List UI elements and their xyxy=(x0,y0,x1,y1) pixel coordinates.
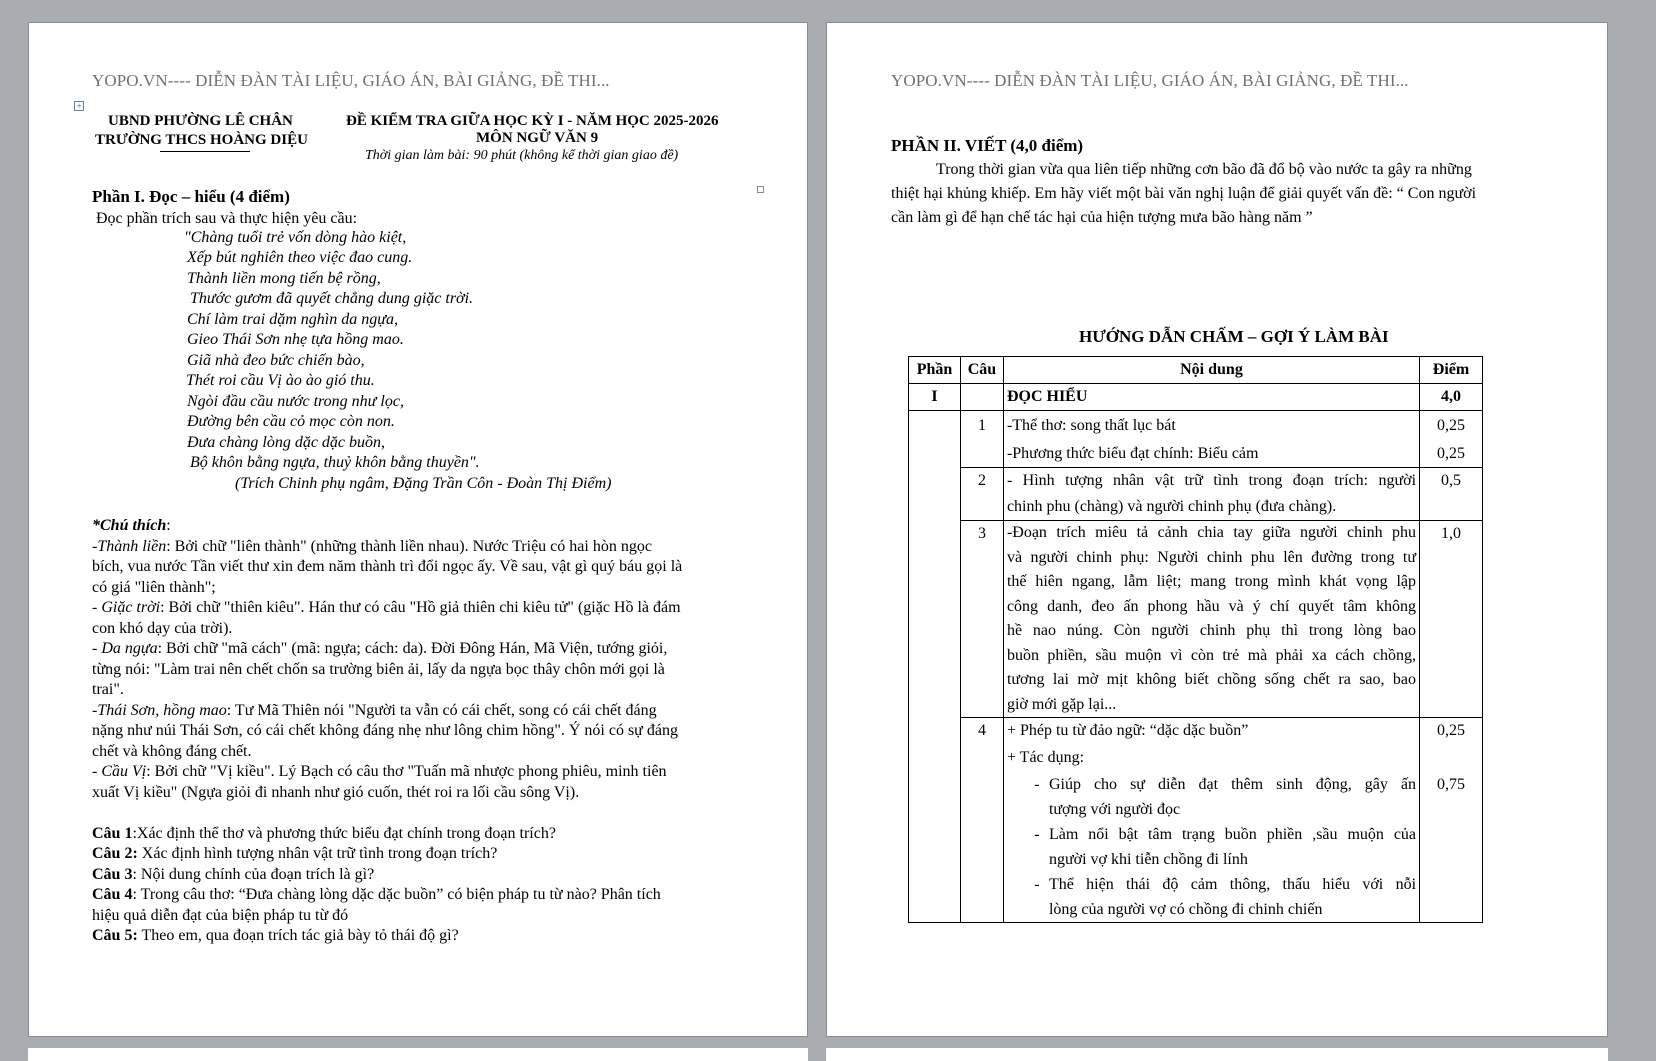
bullet-dash-icon: - xyxy=(1034,776,1040,793)
question-line xyxy=(92,926,459,947)
poem-line: Xếp bút nghiên theo việc đao cung. xyxy=(187,249,413,266)
content-cell xyxy=(1003,468,1419,521)
exam-subject: MÔN NGỮ VĂN 9 xyxy=(476,130,599,146)
poem-line: Thước gươm đã quyết chẳng dung giặc trời. xyxy=(190,290,474,307)
score-cell: 1,0 xyxy=(1420,521,1483,718)
note-line: trai". xyxy=(92,681,124,698)
question-line xyxy=(92,824,556,845)
content-line: hề nao núng. Còn người chinh phụ thì trong lòng bao xyxy=(1006,622,1417,639)
page-header-left: YOPO.VN---- DIỄN ĐÀN TÀI LIỆU, GIÁO ÁN, BÀI GIẢNG, ĐỀ THI... xyxy=(92,71,610,90)
score-cell xyxy=(1420,718,1483,923)
grading-table xyxy=(908,356,1483,923)
question-line xyxy=(92,865,374,886)
question-label: Câu 4 xyxy=(92,886,133,903)
question-number-cell: 4 xyxy=(960,718,1003,923)
table-row xyxy=(909,468,1483,521)
score-value: 0,75 xyxy=(1437,776,1466,793)
bullet-dash-icon: - xyxy=(1034,876,1040,893)
poem-line: Gieo Thái Sơn nhẹ tựa hồng mao. xyxy=(187,331,404,348)
bullet-item xyxy=(1007,872,1416,922)
note-line xyxy=(92,762,667,783)
score-value: 0,25 xyxy=(1437,722,1466,739)
note-term: - Giặc trời xyxy=(92,599,161,616)
bullet-dash-icon: - xyxy=(1034,826,1040,843)
question-label: Câu 1 xyxy=(92,825,133,842)
bullet-text xyxy=(1049,872,1416,922)
note-text: : Bởi chữ "mã cách" (mã: ngựa; cách: da). Đời Đông Hán, Mã Viện, tướng giỏi, xyxy=(157,640,668,657)
poem-line: Thét roi cầu Vị ào ào gió thu. xyxy=(186,372,375,389)
header-cell: Nội dung xyxy=(1003,357,1419,384)
notes-title-text: *Chú thích xyxy=(92,517,167,534)
poem-line: Đường bên cầu cỏ mọc còn non. xyxy=(187,413,395,430)
content-line: + Phép tu từ đảo ngữ: “dặc dặc buồn” xyxy=(1006,722,1249,739)
header-cell: Câu xyxy=(960,357,1003,384)
section-label-cell: ĐỌC HIỂU xyxy=(1003,384,1419,411)
note-term: - Cầu Vị xyxy=(92,763,147,780)
paragraph-mark-icon xyxy=(757,186,764,193)
content-cell xyxy=(1003,411,1419,468)
empty-cell xyxy=(909,411,961,923)
poem-line: Đưa chàng lòng dặc dặc buồn, xyxy=(187,434,386,451)
bullet-item xyxy=(1007,822,1416,872)
content-line: tương lai mờ mịt không biết chồng sống chết ra sao, bao xyxy=(1006,671,1417,688)
content-line: và người chinh phụ: Người chinh phu lên đường trong tư xyxy=(1006,548,1417,566)
table-row xyxy=(909,718,1483,923)
content-line: buồn phiền, sầu muộn vì còn trẻ mà phải xa cách chồng, xyxy=(1006,646,1417,664)
next-page-edge-right xyxy=(826,1048,1608,1061)
content-line: thế hiên ngang, lẫm liệt; mang trong mình khát vọng lập xyxy=(1006,573,1417,590)
content-cell xyxy=(1003,521,1419,718)
note-text: : Tư Mã Thiên nói "Người ta vẫn có cái chết, song có cái chết đáng xyxy=(226,702,657,719)
guide-title: HƯỚNG DẪN CHẤM – GỢI Ý LÀM BÀI xyxy=(1079,327,1389,346)
bullet-line: Thể hiện thái độ cảm thông, thấu hiểu với nỗi xyxy=(1048,876,1417,893)
score-cell xyxy=(1420,411,1483,468)
note-line: chết và không đáng chết. xyxy=(92,743,252,760)
question-line: hiệu quả diễn đạt của biện pháp tu từ đó xyxy=(92,907,349,924)
poem-line: "Chàng tuổi trẻ vốn dòng hào kiệt, xyxy=(184,229,407,246)
exam-title: ĐỀ KIỂM TRA GIỮA HỌC KỲ I - NĂM HỌC 2025-2026 xyxy=(346,113,719,129)
question-text: Xác định hình tượng nhân vật trữ tình trong đoạn trích? xyxy=(137,845,498,862)
section-score-cell: 4,0 xyxy=(1420,384,1483,411)
bullet-text xyxy=(1049,772,1416,822)
notes-title-colon: : xyxy=(166,517,171,534)
note-line xyxy=(92,701,657,722)
exam-time: Thời gian làm bài: 90 phút (không kể thời gian giao đề) xyxy=(365,148,679,163)
content-line: + Tác dụng: xyxy=(1006,749,1085,766)
poem-line: Giã nhà đeo bức chiến bào, xyxy=(187,352,365,369)
content-line: - Hình tượng nhân vật trữ tình trong đoạn trích: người xyxy=(1006,472,1417,489)
note-line: con khó dạy của trời). xyxy=(92,620,233,637)
table-move-handle-icon[interactable]: + xyxy=(74,101,84,111)
poem-line: Bộ khôn bằng ngựa, thuỷ khôn bằng thuyền". xyxy=(190,454,480,471)
bullet-line: lòng của người vợ có chồng đi chinh chiến xyxy=(1048,901,1323,918)
question-number-cell: 2 xyxy=(960,468,1003,521)
question-number-cell: 1 xyxy=(960,411,1003,468)
bullet-text xyxy=(1049,822,1416,872)
question-text: :Xác định thể thơ và phương thức biểu đạt chính trong đoạn trích? xyxy=(132,825,556,842)
part2-line: Trong thời gian vừa qua liên tiếp những cơn bão đã đổ bộ vào nước ta gây ra những xyxy=(936,161,1472,178)
page-header-right: YOPO.VN---- DIỄN ĐÀN TÀI LIỆU, GIÁO ÁN, BÀI GIẢNG, ĐỀ THI... xyxy=(891,71,1409,90)
part2-line: cần làm gì để hạn chế tác hại của hiện tượng mưa bão hàng năm ” xyxy=(891,209,1313,226)
notes-title xyxy=(92,516,171,537)
bullet-item xyxy=(1007,772,1416,822)
note-line: có giá "liên thành"; xyxy=(92,579,216,596)
school-underline xyxy=(160,151,250,152)
question-label: Câu 2: xyxy=(92,845,138,862)
bullet-line: Làm nổi bật tâm trạng buồn phiền ,sầu muộn của xyxy=(1048,826,1417,843)
question-line xyxy=(92,885,661,906)
note-line xyxy=(92,537,652,558)
bullet-line: người vợ khi tiễn chồng đi lính xyxy=(1048,851,1248,868)
score-cell: 0,5 xyxy=(1420,468,1483,521)
note-line: bích, vua nước Tần viết thư xin đem năm thành trì đổi ngọc ấy. Về sau, vật gì quý báu gọi là xyxy=(92,558,683,575)
poem-line: Chí làm trai dặm nghìn da ngựa, xyxy=(187,311,398,328)
note-text: : Bởi chữ "Vị kiều". Lý Bạch có câu thơ "Tuấn mã nhược phong phiêu, minh tiên xyxy=(146,763,667,780)
part2-title: PHẦN II. VIẾT (4,0 điểm) xyxy=(891,136,1084,155)
note-text: : Bởi chữ "liên thành" (những thành liền nhau). Nước Triệu có hai hòn ngọc xyxy=(166,538,652,555)
note-line xyxy=(92,598,681,619)
table-row xyxy=(909,384,1483,411)
poem-source: (Trích Chinh phụ ngâm, Đặng Trần Côn - Đoàn Thị Điểm) xyxy=(235,475,612,492)
part1-intro: Đọc phần trích sau và thực hiện yêu cầu: xyxy=(96,210,358,227)
note-line: nặng như núi Thái Sơn, có cái chết không đáng nhẹ như lông chim hồng". Ý nói có sự đáng xyxy=(92,722,678,739)
part1-title: Phần I. Đọc – hiểu (4 điểm) xyxy=(92,187,290,206)
table-header-row xyxy=(909,357,1483,384)
note-term: -Thành liền xyxy=(92,538,167,555)
content-line: -Phương thức biểu đạt chính: Biểu cảm xyxy=(1006,445,1259,462)
bullet-line: Giúp cho sự diễn đạt thêm sinh động, gây ấn xyxy=(1048,776,1417,793)
poem-line: Ngòi đầu cầu nước trong như lọc, xyxy=(187,393,404,410)
part-cell: I xyxy=(909,384,961,411)
part2-line: thiệt hại khủng khiếp. Em hãy viết một bài văn nghị luận để giải quyết vấn đề: “ Con người xyxy=(891,185,1477,202)
header-cell: Phần xyxy=(909,357,961,384)
score-spacer xyxy=(1423,743,1479,772)
question-text: : Nội dung chính của đoạn trích là gì? xyxy=(132,866,375,883)
note-text: : Bởi chữ "thiên kiêu". Hán thư có câu "Hồ giả thiên chi kiêu tử" (giặc Hồ là đám xyxy=(160,599,681,616)
poem-line: Thành liền mong tiến bệ rồng, xyxy=(187,270,381,287)
note-line xyxy=(92,639,667,660)
question-text: Theo em, qua đoạn trích tác giả bày tỏ thái độ gì? xyxy=(137,927,459,944)
school-line-1: UBND PHƯỜNG LÊ CHÂN xyxy=(108,113,293,129)
content-cell xyxy=(1003,718,1419,923)
content-line: -Thể thơ: song thất lục bát xyxy=(1006,417,1176,434)
note-line: từng nói: "Làm trai nên chết chốn sa trường biên ải, lấy da ngựa bọc thây chôn mới gọi là xyxy=(92,661,665,678)
question-line xyxy=(92,844,497,865)
content-line: -Đoạn trích miêu tả cảnh chia tay giữa người chinh phu xyxy=(1006,524,1417,541)
content-line: chinh phu (chàng) và người chinh phụ (đưa chàng). xyxy=(1006,498,1337,515)
note-line: xuất Vị kiều" (Ngựa giỏi đi nhanh như gió cuốn, thét roi ra lối cầu sông Vị). xyxy=(92,784,580,801)
table-row xyxy=(909,521,1483,718)
question-label: Câu 5: xyxy=(92,927,138,944)
content-line: giờ mới gặp lại... xyxy=(1006,695,1117,713)
question-text: : Trong câu thơ: “Đưa chàng lòng dặc dặc buồn” có biện pháp tu từ nào? Phân tích xyxy=(132,886,661,903)
school-line-2: TRƯỜNG THCS HOÀNG DIỆU xyxy=(95,132,308,148)
score-value: 0,25 xyxy=(1437,445,1466,462)
empty-cell xyxy=(960,384,1003,411)
bullet-line: tượng với người đọc xyxy=(1048,801,1181,818)
question-label: Câu 3 xyxy=(92,866,133,883)
next-page-edge-left xyxy=(28,1048,808,1061)
note-term: - Da ngựa xyxy=(92,640,158,657)
table-row xyxy=(909,411,1483,468)
score-value: 0,25 xyxy=(1437,417,1466,434)
header-cell: Điểm xyxy=(1420,357,1483,384)
content-line: công danh, đeo ấn phong hầu và ý chí quyết tâm không xyxy=(1006,597,1417,615)
question-number-cell: 3 xyxy=(960,521,1003,718)
note-term: -Thái Sơn, hồng mao xyxy=(92,702,227,719)
